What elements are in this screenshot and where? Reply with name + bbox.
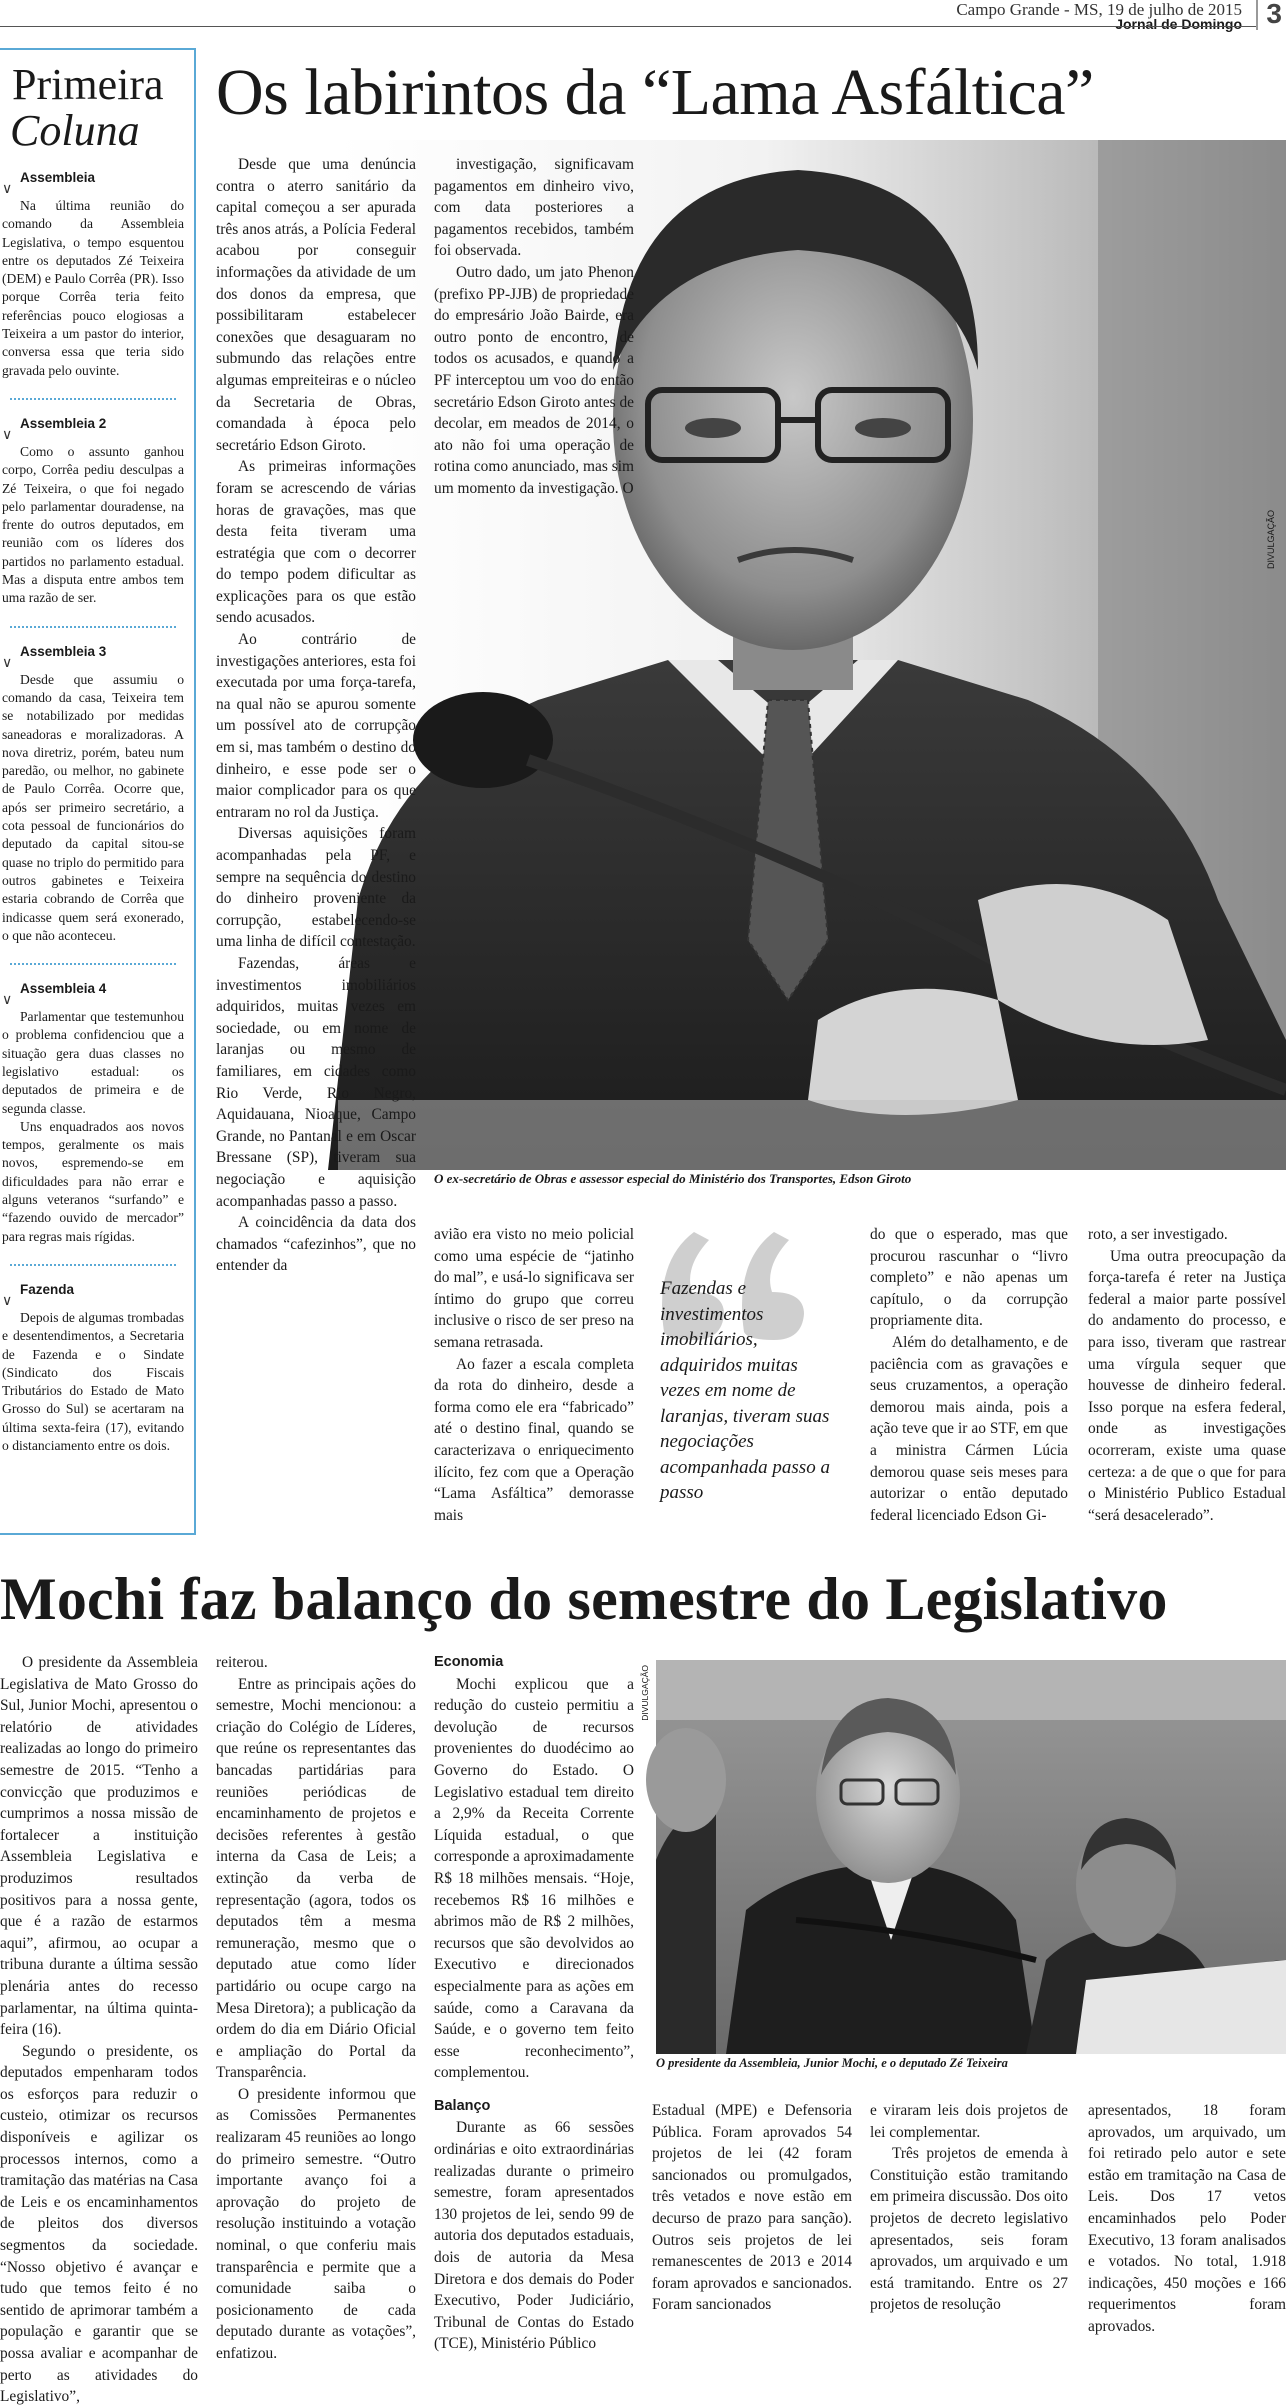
headline-lama-asfaltica: Os labirintos da “Lama Asfáltica” bbox=[216, 56, 1094, 129]
article-paragraph: avião era visto no meio policial como uma espécie de “jatinho do mal”, e usá-lo significava ser íntimo do grupo que correu inclusive o risco de ser preso na semana retrasada. bbox=[434, 1226, 634, 1351]
article-paragraph: Outro dado, um jato Phenon (prefixo PP-JJB) de propriedade do empresário João Bairde, era outro ponto de encontro, de todos os acusados, e quando a PF interceptou um voo do então secretário Edson Giroto antes de decolar, em meados de 2014, o ato não foi uma operação de rotina como anunciado, mas sim um momento da investigação. O bbox=[434, 263, 635, 497]
sidebar-note bbox=[0, 398, 184, 608]
article-paragraph: Durante as 66 sessões ordinárias e oito extraordinárias realizadas durante o primeiro semestre, foram apresentados 130 projetos de lei, sendo 99 de autoria dos deputados estaduais, dois de autoria da Mesa Diretora e dos demais do Poder Executivo, Poder Judiciário, Tribunal de Contas do Estado (TCE), Ministério Público bbox=[434, 2119, 634, 2353]
pull-quote: Fazendas e investimentos imobiliários, adquiridos muitas vezes em nome de laranjas, tiveram suas negociações acompanhada passo a passo bbox=[660, 1278, 830, 1503]
sidebar-paragraph: Na última reunião do comando da Assembleia Legislativa, o tempo esquentou entre os deputados Zé Teixeira (DEM) e Paulo Corrêa (PR). Isso porque Corrêa teria feito referências pouco elogiosas a Teixeira a um pastor do interior, conversa essa que teria sido gravada pelo ouvinte. bbox=[2, 198, 184, 378]
sidebar-divider bbox=[10, 963, 176, 965]
header-rule bbox=[0, 26, 1256, 27]
chevron-down-icon: ∨ bbox=[2, 182, 13, 197]
sidebar-divider bbox=[10, 1264, 176, 1266]
article-paragraph: Segundo o presidente, os deputados empenharam todos os esforços para reduzir o custeio, otimizar os recursos disponíveis e agilizar os processos internos, como a tramitação das matérias na Casa de Leis e os encaminhamentos de pleitos dos diversos segmentos da sociedade. “Nosso objetivo é avançar e tudo que temos feito é no sentido de aprimorar também a população e garantir que se possa avaliar e acompanhar de perto as atividades do Legislativo”, bbox=[0, 2042, 198, 2406]
primeira-coluna-sidebar bbox=[0, 48, 196, 1535]
sidebar-note-text bbox=[0, 1309, 184, 1455]
article-paragraph: Entre as principais ações do semestre, Mochi mencionou: a criação do Colégio de Líderes, que reúne os representantes das bancadas partidárias para reuniões periódicas de encaminhamento de projetos e decisões referentes à gestão interna da Casa de Leis; a extinção da verba de representação (agora, todos os deputados têm a mesma remuneração, mesmo que o deputado atue como líder partidário ou ocupe cargo na Mesa Diretora); a publicação da ordem do dia em Diário Oficial e ampliação do Portal da Transparência. bbox=[216, 1675, 416, 2082]
article-paragraph: Três projetos de emenda à Constituição estão tramitando em primeira discussão. Dos oito projetos de decreto legislativo apresentados, seis foram aprovados, um arquivado e um está tramitando. Entre os 27 projetos de resolução bbox=[870, 2145, 1068, 2314]
sidebar-title: Primeira bbox=[12, 60, 164, 109]
story-2-column-5 bbox=[870, 2100, 1068, 2316]
story-1-column-4 bbox=[870, 1224, 1068, 1526]
sidebar-note-heading: Fazenda bbox=[20, 1281, 75, 1297]
article-paragraph: reiterou. bbox=[216, 1654, 268, 1671]
headline-mochi-balanco: Mochi faz balanço do semestre do Legislativo bbox=[0, 1566, 1168, 1632]
photo-junior-mochi bbox=[656, 1660, 1286, 2054]
sidebar-note-heading: Assembleia 4 bbox=[20, 981, 107, 997]
sidebar-note-heading: Assembleia bbox=[20, 170, 96, 185]
sidebar-note-text bbox=[0, 443, 184, 608]
subhead-economia: Economia bbox=[434, 1654, 504, 1670]
story-1-column-2-top bbox=[434, 154, 634, 500]
article-paragraph: Estadual (MPE) e Defensoria Pública. Foram aprovados 54 projetos de lei (42 foram sancionados ou promulgados, três vetados e nove estão em decurso de prazo para sanção). Outros seis projetos de lei remanescentes de 2013 e 2014 foram aprovados e sancionados. Foram sancionados bbox=[652, 2102, 852, 2314]
sidebar-note bbox=[0, 626, 184, 945]
sidebar-note bbox=[0, 963, 184, 1246]
sidebar-note-text bbox=[0, 197, 184, 380]
article-paragraph: Fazendas, áreas e investimentos imobiliários adquiridos, muitas vezes em sociedade, ou em nome de laranjas ou mesmo de familiares, em cidades como Rio Verde, Rio Negro, Aquidauana, Nioaque, Campo Grande, no Pantanal e em Oscar Bressane (SP), tiveram sua negociação e aquisição acompanhadas passo a passo. bbox=[216, 954, 416, 1210]
page-number: 3 bbox=[1256, 0, 1282, 30]
article-paragraph: e viraram leis dois projetos de lei complementar. bbox=[870, 2102, 1068, 2141]
article-paragraph: O presidente informou que as Comissões Permanentes realizaram 45 reuniões ao longo do primeiro semestre. “Outro importante avanço foi a aprovação do projeto de resolução instituindo a votação nominal, o que conferiu mais transparência e permite que a comunidade saiba o posicionamento de cada deputado durante as votações”, enfatizou. bbox=[216, 2085, 416, 2362]
sidebar-note bbox=[0, 1264, 184, 1455]
story-1-column-2-bottom bbox=[434, 1224, 634, 1526]
sidebar-paragraph: Como o assunto ganhou corpo, Corrêa pediu desculpas a Zé Teixeira, o que foi negado pelo parlamentar douradense, na frente do outros deputados, em reunião com os líderes dos partidos no parlamento estadual. Mas a disputa entre ambos tem uma razão de ser. bbox=[2, 443, 184, 606]
article-paragraph: Além do detalhamento, e de paciência com as gravações e seus cruzamentos, a operação demorou mais ainda, pois a ação teve que ir ao STF, em que a ministra Cármen Lúcia demorou quase seis meses para autorizar o então deputado federal licenciado Edson Gi- bbox=[870, 1333, 1068, 1524]
article-paragraph: apresentados, 18 foram aprovados, um arquivado, um foi retirado pelo autor e sete estão em tramitação na Casa de Leis. Dos 17 vetos encaminhados pelo Poder Executivo, 13 foram analisados e votados. No total, 1.918 indicações, 450 moções e 166 requerimentos foram aprovados. bbox=[1088, 2102, 1286, 2335]
article-paragraph: Ao contrário de investigações anteriores, esta foi executada por uma força-tarefa, na qual não se apurou somente um possível ato de corrupção em si, mas também o destino do dinheiro, e esse pode ser o maior complicador para os que entraram no rol da Justiça. bbox=[216, 631, 417, 821]
newspaper-name: Jornal de Domingo bbox=[1115, 16, 1242, 32]
sidebar-paragraph: Depois de algumas trombadas e desentendimentos, a Secretaria de Fazenda e o Sindate (Sindicato dos Fiscais Tributários do Estado de Mato Grosso do Sul) se acertaram na última sexta-feira (17), evitando o distanciamento entre os dois. bbox=[2, 1309, 184, 1454]
subhead-balanco: Balanço bbox=[434, 2097, 491, 2114]
article-paragraph: investigação, significavam pagamentos em dinheiro vivo, com data posteriores a pagamentos recebidos, também foi observada. bbox=[434, 156, 634, 260]
sidebar-divider bbox=[10, 626, 176, 628]
chevron-down-icon: ∨ bbox=[2, 655, 13, 671]
story-2-column-6 bbox=[1088, 2100, 1286, 2338]
article-paragraph: Uma outra preocupação da força-tarefa é reter na Justiça federal a maior parte possível do andamento do processo, e para isso, tiveram que rastrear uma vírgula sequer que houvesse de dinheiro federal. Isso porque na esfera federal, onde as investigações ocorreram, existe uma quase certeza: a de que o que for para o Ministério Publico Estadual “será desacelerado”. bbox=[1088, 1247, 1286, 1524]
sidebar-note-text bbox=[0, 1008, 184, 1246]
sidebar-sections bbox=[0, 170, 184, 1455]
sidebar-note bbox=[0, 170, 184, 380]
chevron-down-icon: ∨ bbox=[2, 993, 13, 1009]
story-1-column-1 bbox=[216, 154, 416, 1277]
sidebar-paragraph: Uns enquadrados aos novos tempos, geralmente os mais novos, espremendo-se em dificuldades para não errar e alguns veteranos “surfando” e “fazendo ouvido de mercador” para regras mais rígidas. bbox=[2, 1118, 184, 1244]
article-paragraph: Ao fazer a escala completa da rota do dinheiro, desde a forma como ele era “fabricado” até o destino final, quando se caracterizava o enriquecimento ilícito, fez com que a Operação “Lama Asfáltica” demorasse mais bbox=[434, 1355, 634, 1524]
sidebar-note-text bbox=[0, 671, 184, 945]
sidebar-title-italic: Coluna bbox=[10, 106, 140, 155]
article-paragraph: Mochi explicou que a redução do custeio permitiu a devolução de recursos provenientes do duodécimo ao Governo do Estado. O Legislativo estadual tem direito a 2,9% da Receita Corrente Líquida estadual, o que corresponde a aproximadamente R$ 18 milhões mensais. “Hoje, recebemos R$ 16 milhões e abrimos mão de R$ 2 milhões, recursos que são devolvidos ao Executivo e direcionados especialmente para as ações em saúde, como a Caravana da Saúde, e o governo tem feito esse reconhecimento”, complementou. bbox=[434, 1675, 634, 2082]
photo-credit: DIVULGAÇÃO bbox=[640, 1665, 650, 1721]
article-paragraph: O presidente da Assembleia Legislativa de Mato Grosso do Sul, Junior Mochi, apresentou o relatório de atividades realizadas ao longo do primeiro semestre de 2015. “Tenho a convicção que produzimos e cumprimos a nossa missão de fortalecer a instituição Assembleia Legislativa e produzimos resultados positivos para a nossa gente, que é a razão de estarmos aqui”, afirmou, ao ocupar a tribuna durante a última sessão plenária antes do recesso parlamentar, na última quinta-feira (16). bbox=[0, 1654, 198, 2039]
sidebar-divider bbox=[10, 398, 176, 400]
story-2-column-2 bbox=[216, 1652, 416, 2365]
story-2-column-4 bbox=[652, 2100, 852, 2316]
article-paragraph: A coincidência da data dos chamados “cafezinhos”, que no entender da bbox=[216, 1214, 416, 1275]
article-paragraph: roto, a ser investigado. bbox=[1088, 1226, 1228, 1243]
sidebar-paragraph: Parlamentar que testemunhou o problema confidenciou que a situação gera duas classes no legislativo estadual: os deputados de primeira e de segunda classe. bbox=[2, 1009, 184, 1116]
photo-caption: O ex-secretário de Obras e assessor especial do Ministério dos Transportes, Edson Giroto bbox=[434, 1171, 912, 1186]
story-1-column-5 bbox=[1088, 1224, 1286, 1526]
photo-credit: DIVULGAÇÃO bbox=[1266, 510, 1276, 570]
photo-caption: O presidente da Assembleia, Junior Mochi, e o deputado Zé Teixeira bbox=[656, 2056, 1008, 2070]
sidebar-note-heading: Assembleia 2 bbox=[20, 415, 107, 431]
article-paragraph: As primeiras informações foram se acrescendo de várias horas de gravações, mas que desta feita tiveram uma estratégia que com o decorrer do tempo podem dificultar as explicações para os que estão sendo acusados. bbox=[216, 458, 416, 627]
chevron-down-icon: ∨ bbox=[2, 1293, 13, 1309]
chevron-down-icon: ∨ bbox=[2, 427, 13, 443]
story-2-column-1 bbox=[0, 1652, 198, 2408]
header-date: Campo Grande - MS, 19 de julho de 2015 bbox=[956, 0, 1242, 19]
article-paragraph: Diversas aquisições foram acompanhadas pela PF, e sempre na sequência do destino do dinheiro proveniente da corrupção, estabelecendo-se uma linha de difícil contestação. bbox=[216, 825, 416, 951]
article-paragraph: do que o esperado, mas que procurou rascunhar o “livro completo” e não apenas um capítulo, o da corrupção propriamente dita. bbox=[870, 1226, 1068, 1330]
article-paragraph: Desde que uma denúncia contra o aterro sanitário da capital começou a ser apurada três anos atrás, a Polícia Federal acabou por conseguir informações da atividade de um dos donos da empresa, que possibilitaram estabelecer conexões que desaguaram no submundo das relações entre algumas empreiteiras e o núcleo da Secretaria de Obras, comandada à época pelo secretário Edson Giroto. bbox=[216, 156, 416, 454]
sidebar-note-heading: Assembleia 3 bbox=[20, 643, 107, 659]
story-2-column-3 bbox=[434, 1652, 634, 2355]
sidebar-paragraph: Desde que assumiu o comando da casa, Teixeira tem se notabilizado por medidas saneadoras e moralizadoras. A nova diretriz, porém, bateu num paredão, ou melhor, no gabinete de Paulo Corrêa. Ocorre que, após ser primeiro secretário, a cota pessoal de funcionários do deputado da capital sitou-se quase no triplo do permitido para outros gabinetes e Teixeira estaria cobrando de Corrêa que indicasse quem será exonerado, o que não aconteceu. bbox=[2, 671, 184, 943]
